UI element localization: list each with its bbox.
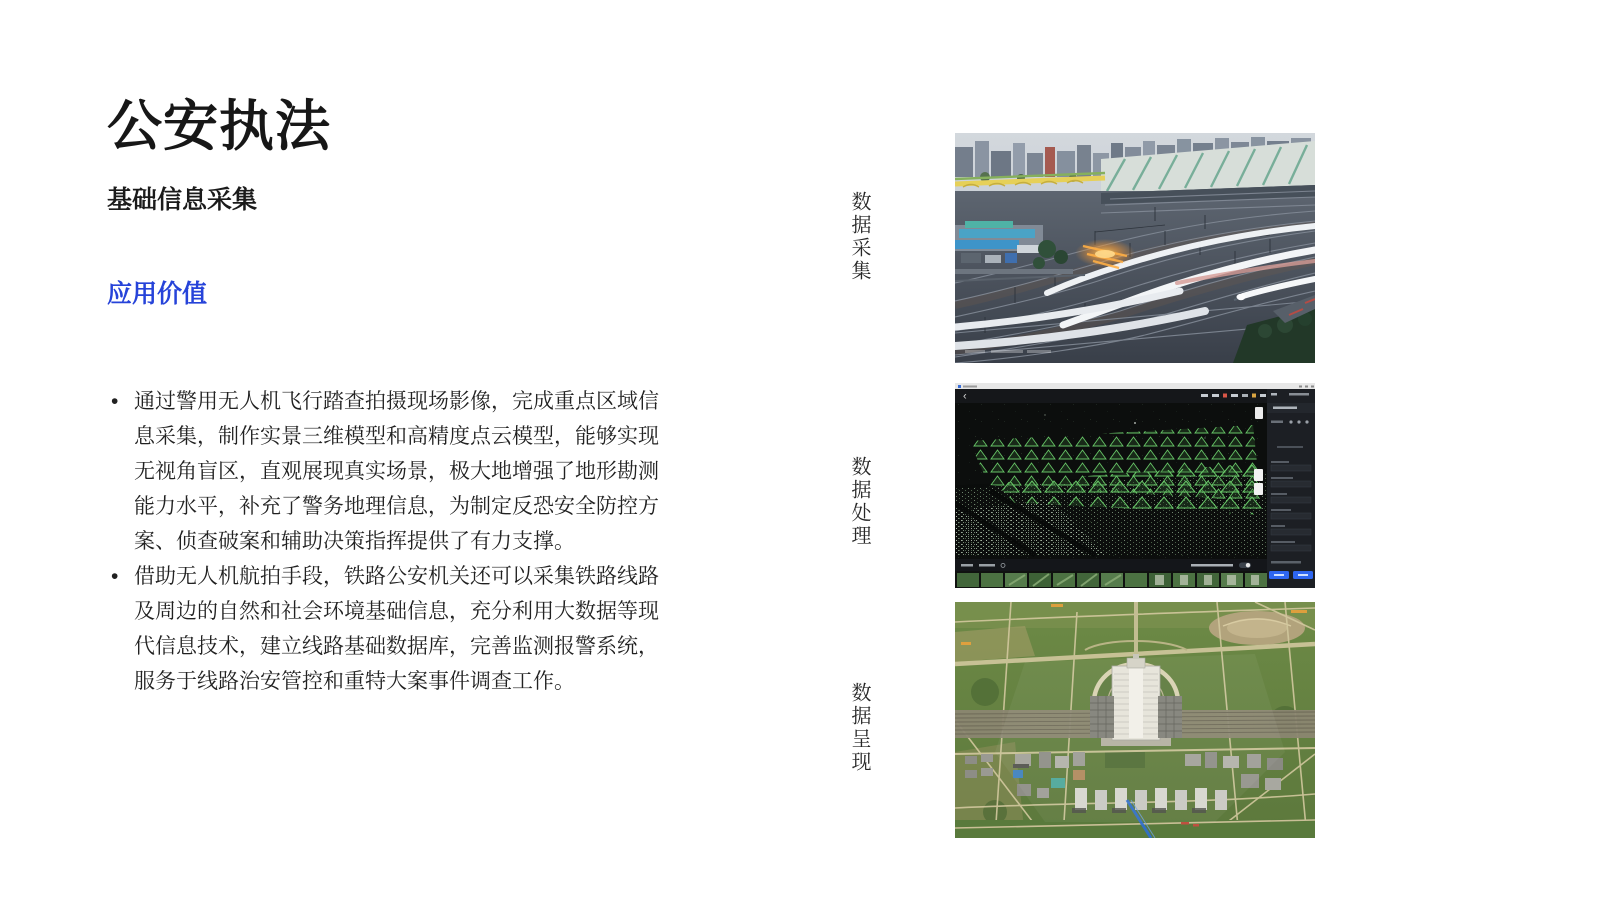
text-column bbox=[107, 0, 672, 699]
settings-panel bbox=[1267, 389, 1315, 588]
figure-data-processing bbox=[955, 383, 1315, 588]
bullet-list bbox=[107, 384, 659, 699]
figure-data-collection bbox=[955, 133, 1315, 363]
viewport bbox=[955, 403, 1267, 559]
bullet-text: 通过警用无人机飞行踏查拍摄现场影像，完成重点区域信息采集，制作实景三维模型和高精度点云模型，能够实现无视角盲区，直观展现真实场景，极大地增强了地形勘测能力水平，补充了警务地理信息，为制定反恐安全防控方案、侦查破案和辅助决策指挥提供了有力支撑。 bbox=[134, 389, 659, 553]
construction-site bbox=[1209, 611, 1305, 645]
bullet-marker: • bbox=[111, 389, 119, 413]
back-icon: ‹ bbox=[963, 390, 967, 403]
label-data-collection: 数据采集 bbox=[848, 191, 870, 283]
label-data-presentation: 数据呈现 bbox=[848, 682, 870, 774]
app-icon bbox=[958, 385, 961, 388]
aerial-3d-model-image bbox=[955, 602, 1315, 838]
zoom-out-control bbox=[1254, 483, 1263, 495]
label-data-processing: 数据处理 bbox=[848, 456, 870, 548]
figure-data-presentation bbox=[955, 602, 1315, 838]
page-subtitle: 基础信息采集 bbox=[107, 185, 258, 214]
train-nose bbox=[1237, 294, 1246, 300]
page-title: 公安执法 bbox=[107, 95, 332, 157]
bullet-item-1 bbox=[107, 384, 659, 559]
bullet-marker: • bbox=[111, 564, 119, 588]
viewport-cube-control bbox=[1255, 407, 1263, 419]
bullet-text: 借助无人机航拍手段，铁路公安机关还可以采集铁路线路及周边的自然和社会环境基础信息，充分利用大数据等现代信息技术，建立线路基础数据库，完善监测报警系统，服务于线路治安管控和重特大案事件调查工作。 bbox=[134, 564, 659, 693]
railway-station-photo bbox=[955, 133, 1315, 363]
bullet-item-2 bbox=[107, 559, 659, 699]
point-cloud-app-screenshot bbox=[955, 383, 1315, 588]
record-icon bbox=[1223, 394, 1227, 398]
section-heading: 应用价值 bbox=[107, 279, 208, 308]
window-title-bar bbox=[955, 383, 1315, 389]
thumbnail-strip bbox=[955, 571, 1267, 588]
watermark bbox=[965, 350, 1051, 353]
warning-icon bbox=[1252, 394, 1256, 398]
zoom-in-control bbox=[1254, 469, 1263, 481]
app-toolbar bbox=[955, 389, 1315, 403]
status-bar bbox=[955, 559, 1267, 571]
